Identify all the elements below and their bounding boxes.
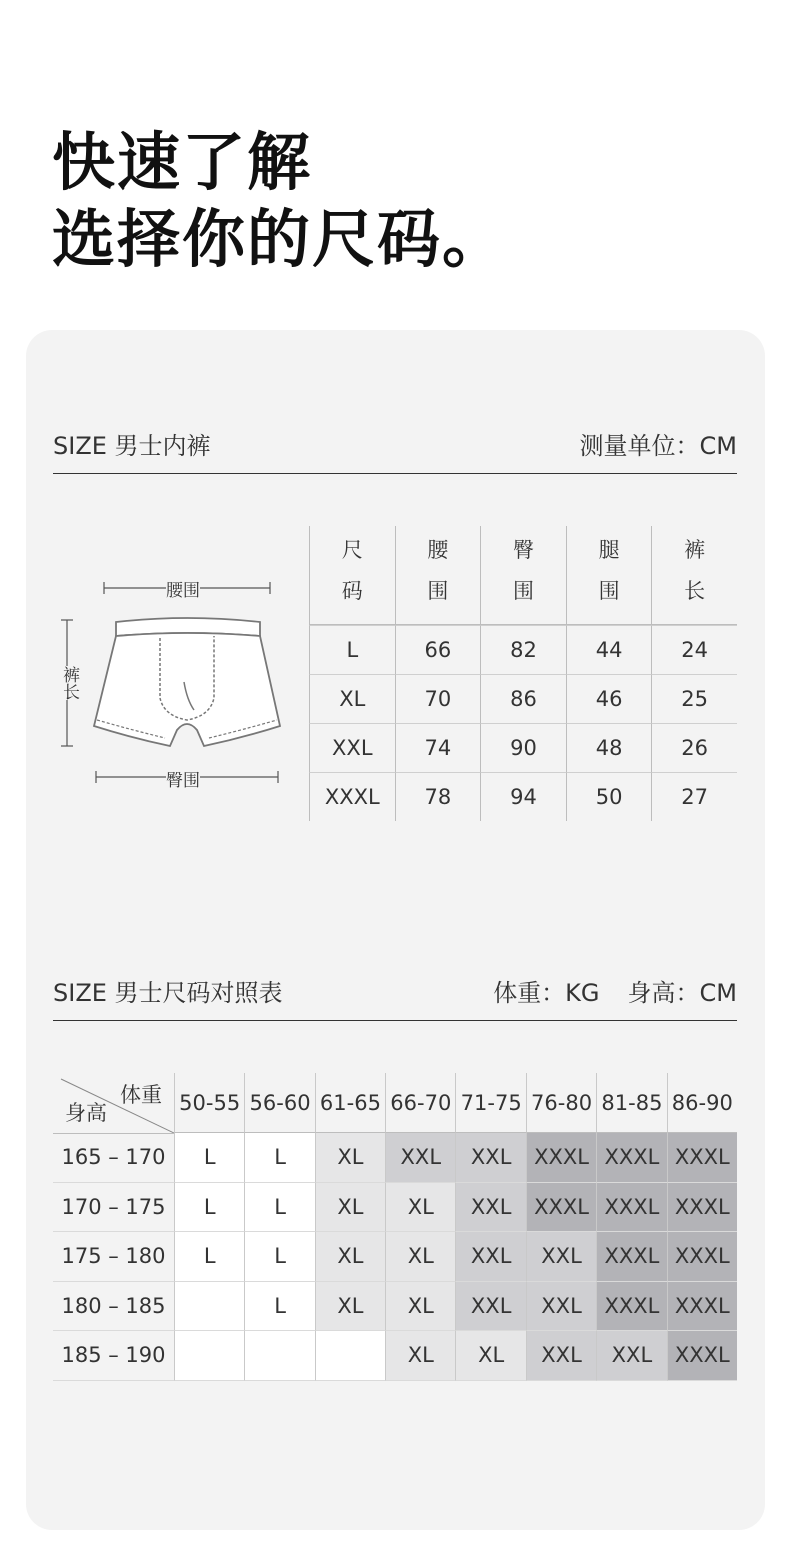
size-cell: XL bbox=[315, 1183, 385, 1233]
underwear-illustration bbox=[52, 570, 292, 800]
size-cell: XXXL bbox=[596, 1133, 666, 1183]
header-waist: 腰 围 bbox=[395, 526, 481, 624]
size-cell: XXXL bbox=[667, 1331, 737, 1381]
size-cell: XL bbox=[315, 1133, 385, 1183]
header-length: 裤 长 bbox=[651, 526, 737, 624]
size-cell: XL bbox=[309, 674, 395, 723]
header-hip: 臀 围 bbox=[480, 526, 566, 624]
size-cell: XXXL bbox=[596, 1282, 666, 1332]
size-cell: L bbox=[174, 1183, 244, 1233]
size-cell: XXXL bbox=[309, 772, 395, 821]
measurement-unit: 测量单位：CM bbox=[579, 432, 737, 460]
size-cell: XXL bbox=[526, 1331, 596, 1381]
waist-cell: 74 bbox=[395, 723, 481, 772]
size-cell: XXL bbox=[455, 1232, 525, 1282]
length-cell: 26 bbox=[651, 723, 737, 772]
size-cell: XXL bbox=[455, 1183, 525, 1233]
size-cell: XXXL bbox=[667, 1183, 737, 1233]
weight-header: 66-70 bbox=[385, 1073, 455, 1133]
underwear-size-title: SIZE 男士内裤 bbox=[53, 432, 211, 460]
thigh-cell: 46 bbox=[566, 674, 652, 723]
size-cell: L bbox=[244, 1282, 314, 1332]
length-cell: 25 bbox=[651, 674, 737, 723]
header-size: 尺 码 bbox=[309, 526, 395, 624]
weight-header: 56-60 bbox=[244, 1073, 314, 1133]
hip-cell: 82 bbox=[480, 625, 566, 674]
waist-cell: 70 bbox=[395, 674, 481, 723]
table-row bbox=[309, 723, 737, 772]
waist-cell: 78 bbox=[395, 772, 481, 821]
size-cell bbox=[174, 1331, 244, 1381]
table-row bbox=[53, 1282, 737, 1332]
size-chart-units bbox=[493, 973, 737, 1008]
size-chart-title: SIZE 男士尺码对照表 bbox=[53, 979, 283, 1007]
page-headline bbox=[52, 124, 507, 278]
size-mapping-table bbox=[53, 1073, 737, 1381]
size-cell: XXXL bbox=[667, 1232, 737, 1282]
size-cell: XL bbox=[385, 1331, 455, 1381]
size-cell: XL bbox=[385, 1282, 455, 1332]
weight-header: 81-85 bbox=[596, 1073, 666, 1133]
thigh-cell: 44 bbox=[566, 625, 652, 674]
size-table-header bbox=[309, 526, 737, 625]
size-cell: XXL bbox=[596, 1331, 666, 1381]
hip-cell: 86 bbox=[480, 674, 566, 723]
size-cell bbox=[315, 1331, 385, 1381]
size-cell: XXXL bbox=[667, 1282, 737, 1332]
size-cell: XXXL bbox=[596, 1183, 666, 1233]
corner-weight-label: 体重 bbox=[119, 1083, 162, 1107]
hip-cell: 94 bbox=[480, 772, 566, 821]
size-mapping-body bbox=[53, 1133, 737, 1381]
size-cell: XXL bbox=[526, 1232, 596, 1282]
table-row bbox=[53, 1331, 737, 1381]
weight-header: 50-55 bbox=[174, 1073, 244, 1133]
table-row bbox=[53, 1183, 737, 1233]
size-cell: XXXL bbox=[667, 1133, 737, 1183]
height-unit: 身高：CM bbox=[627, 979, 737, 1007]
height-range-cell: 175 – 180 bbox=[53, 1232, 174, 1282]
weight-header: 76-80 bbox=[526, 1073, 596, 1133]
header-thigh: 腿 围 bbox=[566, 526, 652, 624]
table-row bbox=[309, 772, 737, 821]
size-cell: XXXL bbox=[526, 1133, 596, 1183]
underwear-size-header bbox=[53, 429, 737, 474]
length-cell: 24 bbox=[651, 625, 737, 674]
size-cell: L bbox=[244, 1183, 314, 1233]
size-cell: XL bbox=[385, 1232, 455, 1282]
length-cell: 27 bbox=[651, 772, 737, 821]
table-row bbox=[309, 674, 737, 723]
table-row bbox=[53, 1232, 737, 1282]
table-row bbox=[53, 1133, 737, 1183]
hip-label: 臀围 bbox=[166, 766, 200, 791]
size-cell: L bbox=[244, 1232, 314, 1282]
size-cell: XXL bbox=[385, 1133, 455, 1183]
size-cell bbox=[174, 1282, 244, 1332]
weight-header: 71-75 bbox=[455, 1073, 525, 1133]
headline-line-2: 选择你的尺码。 bbox=[52, 203, 507, 276]
weight-header-row bbox=[53, 1073, 737, 1133]
headline-line-1: 快速了解 bbox=[52, 126, 312, 199]
size-cell: XL bbox=[385, 1183, 455, 1233]
size-cell: XXXL bbox=[596, 1232, 666, 1282]
size-cell bbox=[244, 1331, 314, 1381]
size-cell: L bbox=[174, 1133, 244, 1183]
thigh-cell: 50 bbox=[566, 772, 652, 821]
size-cell: XXL bbox=[455, 1133, 525, 1183]
table-corner bbox=[53, 1073, 174, 1134]
size-cell: XL bbox=[315, 1232, 385, 1282]
height-range-cell: 170 – 175 bbox=[53, 1183, 174, 1233]
size-cell: L bbox=[174, 1232, 244, 1282]
length-label: 裤长 bbox=[57, 666, 82, 700]
height-range-cell: 180 – 185 bbox=[53, 1282, 174, 1332]
size-chart-header bbox=[53, 976, 737, 1021]
weight-unit: 体重：KG bbox=[493, 979, 600, 1007]
height-range-cell: 165 – 170 bbox=[53, 1133, 174, 1183]
thigh-cell: 48 bbox=[566, 723, 652, 772]
size-cell: L bbox=[244, 1133, 314, 1183]
size-cell: XL bbox=[455, 1331, 525, 1381]
underwear-size-table bbox=[309, 526, 737, 821]
height-range-cell: 185 – 190 bbox=[53, 1331, 174, 1381]
size-cell: L bbox=[309, 625, 395, 674]
hip-cell: 90 bbox=[480, 723, 566, 772]
waist-label: 腰围 bbox=[166, 576, 200, 601]
waist-cell: 66 bbox=[395, 625, 481, 674]
corner-height-label: 身高 bbox=[65, 1101, 107, 1125]
size-cell: XXXL bbox=[526, 1183, 596, 1233]
weight-header: 61-65 bbox=[315, 1073, 385, 1133]
table-row bbox=[309, 625, 737, 674]
size-cell: XXL bbox=[526, 1282, 596, 1332]
size-cell: XL bbox=[315, 1282, 385, 1332]
size-cell: XXL bbox=[455, 1282, 525, 1332]
size-cell: XXL bbox=[309, 723, 395, 772]
weight-header: 86-90 bbox=[667, 1073, 737, 1133]
